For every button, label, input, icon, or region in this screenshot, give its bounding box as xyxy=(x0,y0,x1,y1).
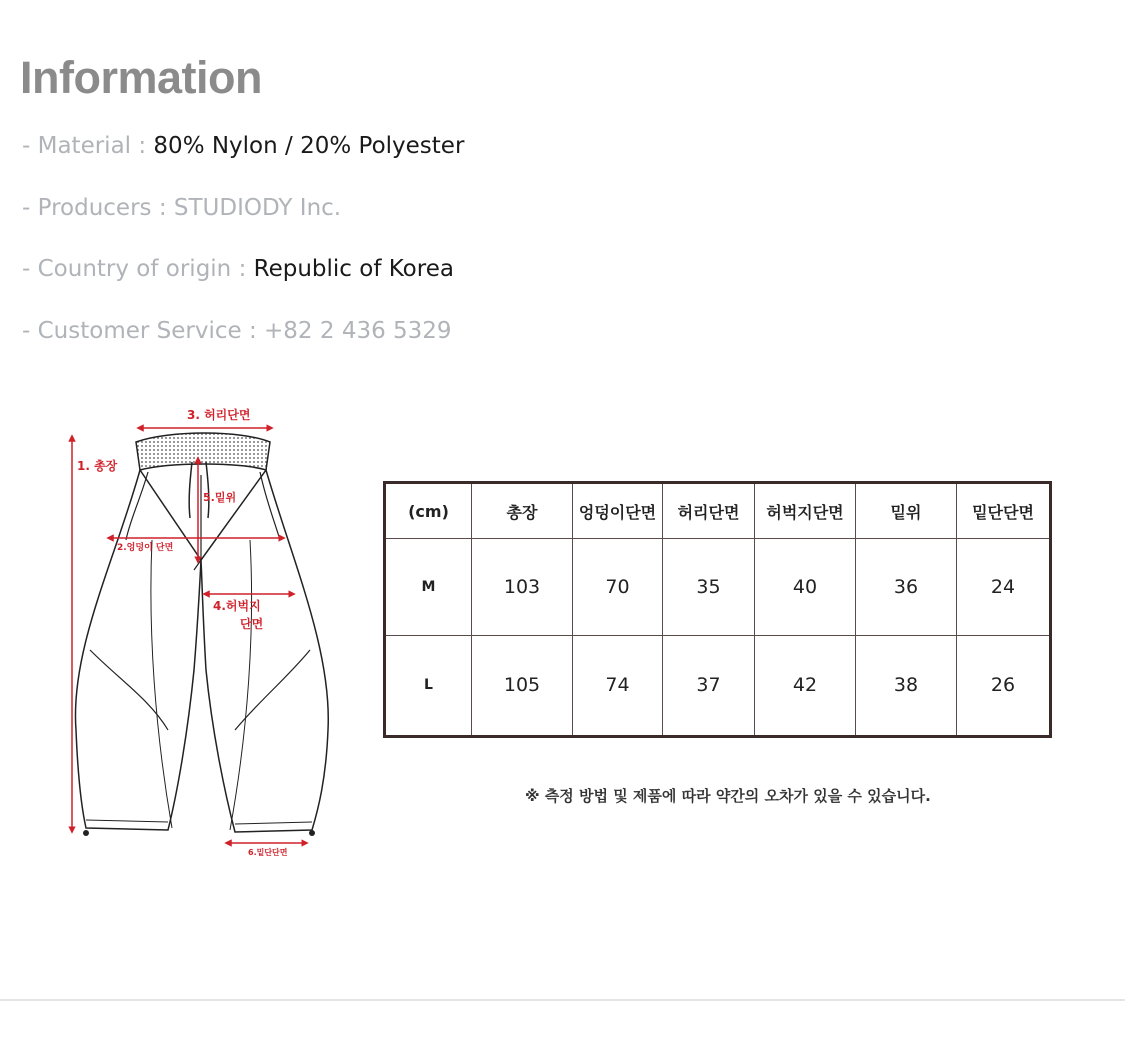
label-rise: 5.밑위 xyxy=(203,491,237,504)
header-hem-width: 밑단단면 xyxy=(957,483,1051,539)
table-row xyxy=(385,635,1051,736)
label-hem-width: 6.밑단단면 xyxy=(248,848,288,857)
table-cell: 103 xyxy=(472,539,573,636)
origin-value: Republic of Korea xyxy=(253,256,454,282)
origin-label: - Country of origin : xyxy=(22,256,254,282)
material-value: 80% Nylon / 20% Polyester xyxy=(153,133,465,159)
info-origin xyxy=(22,256,454,282)
table-cell: 105 xyxy=(472,635,573,736)
service-label: - Customer Service : xyxy=(22,318,265,344)
header-rise: 밑위 xyxy=(856,483,957,539)
left-leg xyxy=(75,470,201,830)
page-title: Information xyxy=(20,52,262,103)
material-label: - Material : xyxy=(22,133,154,159)
info-producers xyxy=(22,195,341,221)
header-unit: (cm) xyxy=(385,483,472,539)
table-cell: 38 xyxy=(856,635,957,736)
table-cell: 24 xyxy=(957,539,1051,636)
table-cell: 40 xyxy=(755,539,856,636)
table-cell: 42 xyxy=(755,635,856,736)
table-cell: 26 xyxy=(957,635,1051,736)
table-cell: 35 xyxy=(663,539,755,636)
size-label: L xyxy=(385,635,472,736)
info-material xyxy=(22,133,464,159)
producers-value: STUDIODY Inc. xyxy=(173,195,342,221)
table-cell: 70 xyxy=(573,539,663,636)
label-hip-width: 2.엉덩이 단면 xyxy=(117,543,174,553)
table-cell: 36 xyxy=(856,539,957,636)
header-thigh-width: 허벅지단면 xyxy=(755,483,856,539)
table-cell: 74 xyxy=(573,635,663,736)
pants-measurement-diagram xyxy=(60,400,350,870)
label-thigh-width: 4.허벅지 xyxy=(213,599,261,613)
table-row xyxy=(385,539,1051,636)
divider xyxy=(0,999,1125,1001)
size-table xyxy=(383,481,1052,738)
header-hip-width: 엉덩이단면 xyxy=(573,483,663,539)
producers-label: - Producers : xyxy=(22,195,174,221)
header-total-length: 총장 xyxy=(472,483,573,539)
header-waist-width: 허리단면 xyxy=(663,483,755,539)
label-waist-width: 3. 허리단면 xyxy=(187,408,251,422)
table-cell: 37 xyxy=(663,635,755,736)
service-value: +82 2 436 5329 xyxy=(264,318,452,344)
label-thigh-width-2: 단면 xyxy=(240,617,264,631)
measurement-note: ※ 측정 방법 및 제품에 따라 약간의 오차가 있을 수 있습니다. xyxy=(525,787,931,805)
size-label: M xyxy=(385,539,472,636)
size-table-header xyxy=(385,483,1051,539)
label-total-length: 1. 총장 xyxy=(77,459,118,473)
waistband xyxy=(136,433,270,470)
info-customer-service xyxy=(22,318,452,344)
